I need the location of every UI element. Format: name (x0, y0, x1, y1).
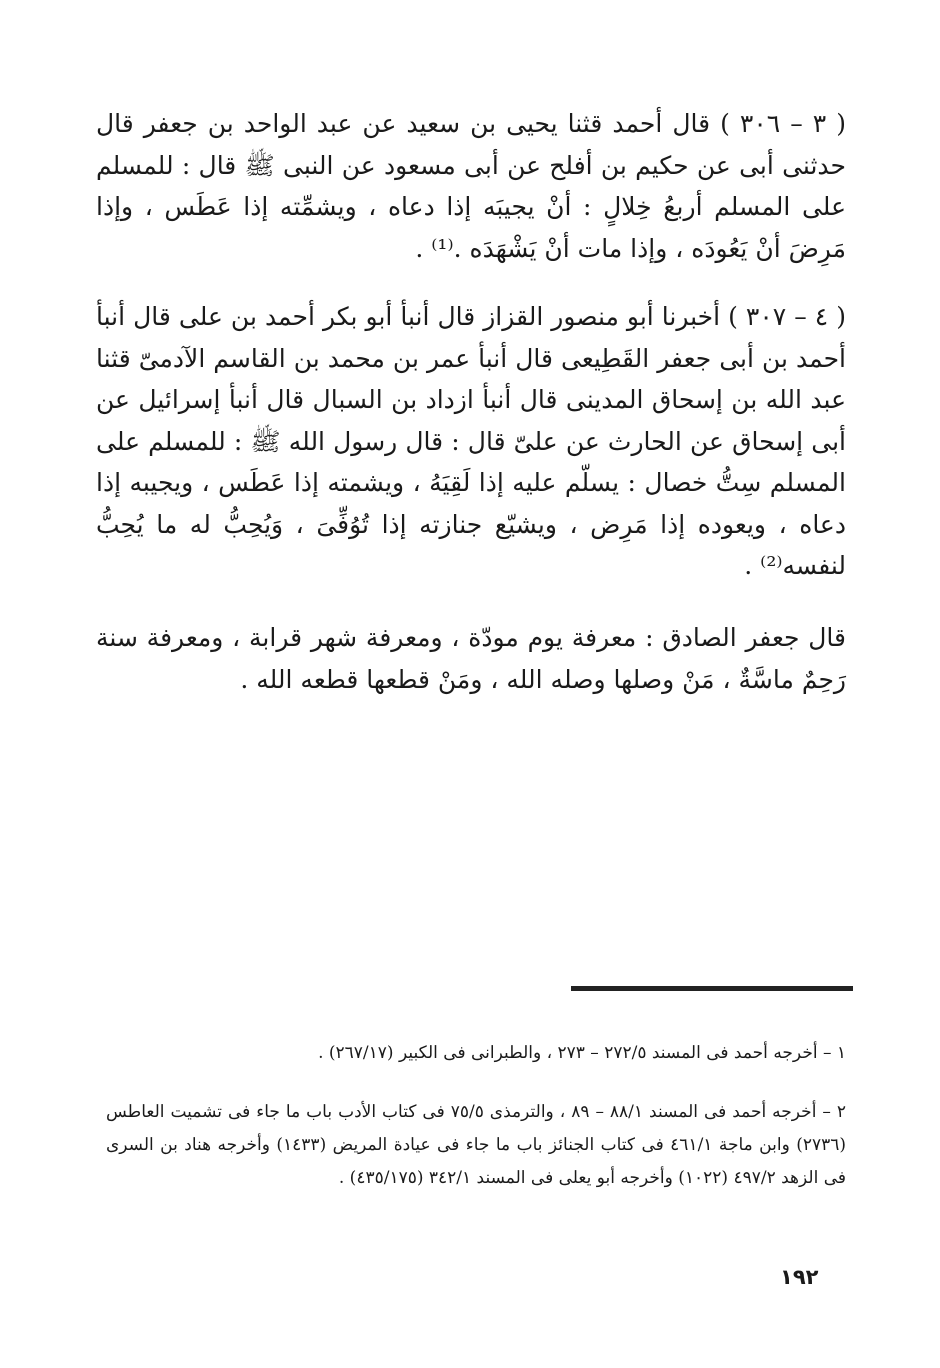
hadith-paragraph-307: ( ٤ – ٣٠٧ ) أخبرنا أبو منصور القزاز قال أنبأ أبو بكر أحمد بن على قال أنبأ أحمد بن أبى جعفر القَطِيعى قال أنبأ عمر بن محمد بن القاسم الآدمىّ قثنا عبد الله بن إسحاق المدينى قال أنبأ ازداد بن السبال قال أنبأ إسرائيل عن أبى إسحاق عن الحارث عن علىّ قال : قال رسول الله ﷺ : للمسلم على المسلم سِتُّ خصال : يسلّم عليه إذا لَقِيَهُ ، ويشمته إذا عَطَس ، ويجيبه إذا دعاه ، ويعوده إذا مَرِض ، ويشيّع جنازته إذا تُوُفِّىَ ، وَيُحِبُّ له ما يُحِبُّ لنفسه⁽²⁾ . (96, 302, 846, 580)
footnote-1: ١ – أخرجه أحمد فى المسند ٢٧٢/٥ – ٢٧٣ ، والطبرانى فى الكبير (٢٦٧/١٧) . (318, 1043, 846, 1063)
hadith-paragraph-306: ( ٣ – ٣٠٦ ) قال أحمد قثنا يحيى بن سعيد عن عبد الواحد بن جعفر قال حدثنى أبى عن حكيم بن أفلح عن أبى مسعود عن النبى ﷺ قال : للمسلم على المسلم أربعُ خِلالٍ : أنْ يجيبَه إذا دعاه ، ويشمِّته إذا عَطَس ، وإذا مَرِضَ أنْ يَعُودَه ، وإذا مات أنْ يَشْهَدَه .⁽¹⁾ . (96, 109, 846, 263)
footnote-separator (571, 986, 853, 991)
footnote-2: ٢ – أخرجه أحمد فى المسند ٨٨/١ – ٨٩ ، والترمذى ٧٥/٥ فى كتاب الأدب باب ما جاء فى تشميت العاطس (٢٧٣٦) وابن ماجة ٤٦١/١ فى كتاب الجنائز باب ما جاء فى عيادة المريض (١٤٣٣) وأخرجه هناد بن السرى فى الزهد ٤٩٧/٢ (١٠٢٢) وأخرجه أبو يعلى فى المسند ٣٤٢/١ (٤٣٥/١٧٥) . (106, 1102, 847, 1188)
quote-paragraph: قال جعفر الصادق : معرفة يوم مودّة ، ومعرفة شهر قرابة ، ومعرفة سنة رَحِمٌ ماسَّةٌ ، مَنْ وصلها وصله الله ، ومَنْ قطعها قطعه الله . (96, 623, 846, 694)
page-number: ١٩٢ (780, 1265, 819, 1289)
